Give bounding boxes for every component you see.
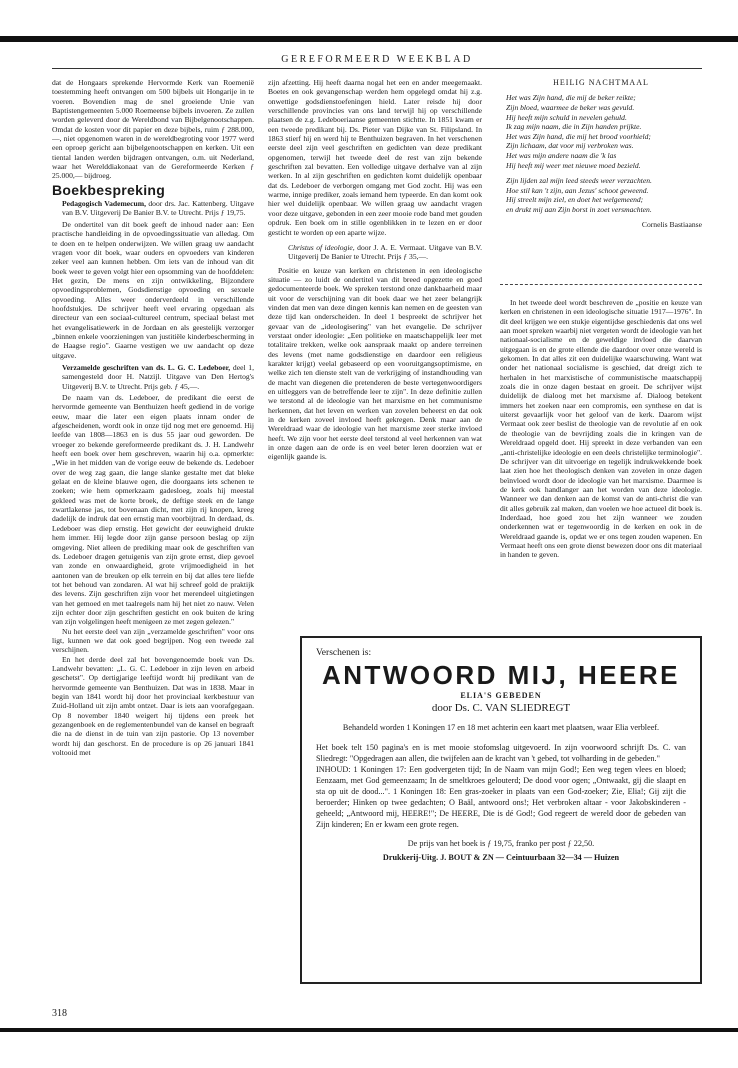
poem-stanza-1 bbox=[500, 93, 702, 170]
book-2-review-a: De naam van ds. Ledeboer, de predikant die eerst de hervormde gemeente van Benthuizen heeft gediend in de vorige eeuw, maar die later een eigen plaats innam onder de afgescheidenen, wordt ook in onze tijd nog met ere genoemd. Hij leefde van 1808—1863 en is dus 55 jaar oud geworden. De vroeger zo bekende gereformeerde predikant ds. J. H. Landwehr heeft een boek over hem geschreven, waarin hij o.a. opmerkte: „Wie in het midden van de vorige eeuw de bekende ds. Ledeboer over de weg zag gaan, die lange slanke gestalte met dat bleke gelaat en de kleine blauwe ogen, die doorgaans iets schenen te zoeken; wie hem opmerkzaam gadesloeg, zoals hij meestal gekleed was met de korte broek, de deftige steek en de lange zwartlakense jas, tot bovenaan dicht, met zijn rij knopen, kreeg dadelijk de indruk dat een ernstig man voorbijtrad. In derdaad, ds. Ledeboer was diep ernstig. Het gewicht der eeuwigheid drukte hem immer. Hij legde door zijn ganse persoon beslag op zijn omgeving. Niet alleen de prediking maar ook de geschriften van ds. Ledeboer dragen getuigenis van zijn grote ernst, diep gevoel van zonde en onwaardigheid, grote vrijmoedigheid in het aantonen van de breuken op elk terrein en bij dat alles tere liefde tot het behoud van zondaren. Al wat hij schreef gold de praktijk des levens. Zijn geschriften zijn voor het merendeel uitgietingen van het gemoed en met taalregels nam hij het niet zo nauw. Velen zijn echter door zijn geschriften gesticht en ook buiten de kring van zijn volgelingen heeft menigeen ze met zegen gelezen." bbox=[52, 393, 254, 627]
book-1-details: door drs. Jac. Kattenberg. Uitgave van B.V. Uitgeverij De Banier B.V. te Utrecht. Prijs ƒ 19,75. bbox=[62, 199, 254, 218]
ad-price: De prijs van het boek is ƒ 19,75, franko per post ƒ 22,50. bbox=[407, 839, 595, 848]
intro-paragraph: dat de Hongaars sprekende Hervormde Kerk van Roemenië toestemming heeft ontvangen om 500 bijbels uit Hongarije in te voeren. Bovendien mag de snel groeiende Unie van Baptistengemeenten 5.000 Roemeense bijbels invoeren. Ze zullen worden geleverd door de Wereldbond van Bijbelgenootschappen. Omdat de kosten voor dit papier en deze bijbels, ruim ƒ 288.000,—, niet opgenomen waren in de wereldbegroting voor 1977 werd een oproep gericht aan bijbelgenootschappen en kerken. Uit een tiental landen werden bijdragen ontvangen, o.m. uit Nederland, waar het Werelddiakonaat van de Gereformeerde Kerken ƒ 25.000,— bijdroeg. bbox=[52, 78, 254, 181]
poem-line: Het was Zijn hand, die mij de beker reikte; bbox=[506, 93, 636, 103]
book-3-review: Positie en keuze van kerken en christenen in een ideologische situatie — zo luidt de ondertitel van dit breed opgezette en goed gedocumenteerde boek. We spreken terstond onze dankbaarheid maar uit voor de verschijning van dit boek daar we het zeer belangrijk vinden dat men van deze dingen kennis kan nemen en de geesten van deze tijd kan onderscheiden. In deel 1 bespreekt de schrijver het gevaar van de „ideologisering" van het evangelie. De schrijver verstaat onder ideologie: „Een politieke en maatschappelijk leer met totalitaire trekken, welke ook aanspraak maakt op andere terreinen des levens (met name godsdienstige en daardoor een religieus karakter krijgt) veelal gebaseerd op een vooruitgangsoptimisme, en welke zich ten dienste stelt van de verkrijging of instandhouding van de macht van diegenen die pretenderen de beste vertegenwoordigers en uitleggers van de betreffende leer te zijn". In deze definitie zullen we terstond al de ideologie van het marxisme en het communisme herkennen, dat het leven en werken van zovelen beheerst en dat ook in de kerken zoveel invloed heeft gekregen. Denk maar aan de Wereldraad waar de ideologie van het marxisme zeer sterke invloed heeft. We zijn voor het eerste deel terstond al veel herkennen van wat in onze dagen aan de orde is en veel beter leren doorzien wat er eigenlijk gaande is. bbox=[268, 265, 482, 462]
poem-block bbox=[500, 78, 702, 283]
ad-verschenen-label: Verschenen is: bbox=[316, 648, 372, 658]
bottom-border-bar bbox=[0, 1028, 738, 1032]
book-3-title: Christus of ideologie, bbox=[288, 242, 355, 252]
book-2-review-continued: zijn afzetting. Hij heeft daarna nogal het een en ander meegemaakt. Boetes en ook gevangenschap werden hem opgelegd omdat hij z.g. onwettige godsdienstoefeningen hield. Later reisde hij door verschillende provincies van ons land terwijl hij op verschillende plaatsen de z.g. Ledeboeriaanse gemeenten stichtte. In 1851 kwam er een tweede predikant bij. Ds. Pieter van Dijke van St. Filipsland. In 1863 stierf hij en werd hij te Benthuizen begraven. In het verschenen eerste deel zijn veel geschriften en gedichten van deze predikant opgenomen, terwijl het tweede deel de rest van zijn bekende geschriften zal bevatten. Een volledige uitgave derhalve van al zijn werken. In al zijn geschriften en gedichten komt duidelijk openbaar dat ds. Ledeboer de verborgen omgang met God zocht. Hij was een warme, innige prediker, zoals iemand hem typeerde. En dan komt ook hier wel duidelijk openbaar. We willen graag uw aandacht vragen voor deze uitgave, gebonden in een zeer mooie rode band met gouden opdruk. Een boek om in stille ogenblikken in te lezen en er door gesticht te worden op een aparte wijze. bbox=[268, 78, 482, 237]
book-1-heading bbox=[52, 199, 254, 218]
ad-book-author: door Ds. C. VAN SLIEDREGT bbox=[431, 702, 571, 714]
header-rule bbox=[52, 68, 702, 69]
top-border-bar bbox=[0, 36, 738, 42]
poem-line: Het was Zijn hand, die mij het brood voorhield; bbox=[506, 131, 651, 141]
section-title-boekbespreking: Boekbespreking bbox=[52, 181, 166, 198]
page-header-title: GEREFORMEERD WEEKBLAD bbox=[281, 54, 473, 65]
poem-line: en drukt mij aan Zijn borst in zoet versmachten. bbox=[506, 204, 652, 214]
book-3-details: door J. A. E. Vermaat. Uitgave van B.V. Uitgeverij De Banier te Utrecht. Prijs ƒ 35,—. bbox=[288, 242, 482, 262]
poem-line: Hij heeft mij weer met nieuwe moed bezield. bbox=[506, 160, 641, 170]
book-2-review-b: Nu het eerste deel van zijn „verzamelde geschriften" voor ons ligt, kunnen we dat ook goed begrijpen. Nog een tweede zal verschijnen. bbox=[52, 626, 254, 655]
book-1-title: Pedagogisch Vademecum, bbox=[62, 199, 146, 209]
ad-body-contents: INHOUD: 1 Koningen 17: Een godvergeten tijd; In de Naam van mijn God!; Een weg tegen vlees en bloed; Eenzaam, met God gemeenzaam; In de smeltkroes gelouterd; De dood voor ogen; „Ontwaakt, gij die slaapt en sta op uit de dood...". 1 Koningen 18: Een gras-zoeker in plaats van een God-zoeker; Zie, Elia!; Gij zijt die beroerder; Hinken op twee gedachten; O Baäl, antwoord ons!; Het verbroken altaar - voor Jakobskinderen - geheeld; „Antwoord mij, HEERE!"; De HEERE, Die is dé God!; God regeert de wereld door de gebeden van Zijn kinderen; En er kwam een grote regen. bbox=[316, 765, 686, 829]
poem-author: Cornelis Bastiaanse bbox=[641, 220, 702, 230]
ad-publisher: Drukkerij-Uitg. J. BOUT & ZN — Ceintuurbaan 32—34 — Huizen bbox=[382, 853, 620, 862]
book-2-heading bbox=[52, 363, 254, 391]
dashed-divider bbox=[500, 284, 702, 286]
poem-line: Hij heeft mijn schuld in nevelen gehuld. bbox=[506, 112, 627, 122]
poem-line: Het was mijn andere naam die 'k las bbox=[506, 150, 617, 160]
book-2-details: deel 1, samengesteld door H. Natzijl. Uitgave van Den Hertog's Uitgeverij B.V. te Utrecht. Prijs geb. ƒ 45,—. bbox=[62, 362, 254, 391]
column-right-review bbox=[500, 298, 702, 628]
poem-line: Zijn lichaam, dat voor mij verbroken was. bbox=[506, 141, 634, 151]
book-2-review-c: En het derde deel zal het bovengenoemde boek van Ds. Landwehr bevatten: „L. G. C. Ledeboer in zijn leven en arbeid geschetst". Op dertigjarige leeftijd wordt hij predikant van de hervormde gemeente van Benthuizen. Dat was in 1838. Maar in begin van 1841 wordt hij door het provinciaal kerkbestuur van Zuid-Holland uit zijn ambt ontzet. Daar is iets aan voorafgegaan. Op 8 november 1840 weigert hij tijdens een preek het gezangenboek en de reglementenbundel van de kansel en begraaft die na de dienst in de tuin van zijn pastorie. Op 13 november wordt hij dan geschorst. En de procedure is op 26 januari 1841 voltooid met bbox=[52, 654, 254, 758]
column-middle bbox=[268, 78, 482, 463]
book-1-review: De ondertitel van dit boek geeft de inhoud nader aan: Een practische handleiding in de opvoedingssituatie van alledag. Om te doen en te helpen onderwijzen. We willen graag uw aandacht vragen voor dit boek, waar ouders en opvoeders van kinderen zeker veel aan kunnen hebben. Om iets van de inhoud van dit boek weer te geven volgt hier een opsomming van de hoofddelen: Het gezin, De mens en zijn ontwikkeling, Bijzondere opvoedingsproblemen, Godsdienstige opvoeding en sexuele opvoeding. Alles weer onderverdeeld in verschillende hoofdstukjes. De schrijver heeft veel ervaring opgedaan als directeur van een sociaal-cultureel centrum, speciaal belast met het evangelisatiewerk in de Jordaan en als geestelijk verzorger „binnen enkele voorzieningen van justitiële kinderbescherming in de Haagse regio". Gaarne vestigen we uw aandacht op deze uitgave. bbox=[52, 219, 254, 360]
ad-book-title: ANTWOORD MIJ, HEERE bbox=[321, 660, 681, 690]
poem-stanza-2 bbox=[500, 176, 702, 214]
book-3-review-continued: In het tweede deel wordt beschreven de „positie en keuze van kerken en christenen in een ideologische situatie 1917—1976". In dit deel krijgen we een stukje eigentijdse geschiedenis dat ons wel aan moet spreken waarbij niet vergeten wordt de ideologie van het nationaal-socialisme en de geweldige invloed die daarvan uitgegaan is en de grote ellende die daardoor over onze wereld is gekomen. In dat alles zit een duidelijke waarschuwing. Want wat onder het nationaal socialisme is geschied, dat dreigt zich te herhalen in het marxistische of communistische maatschappij zoals die in onze dagen bestaat en groeit. De schrijver wijst duidelijk de dialoog met het marxisme af. Dialoog betekent immers het zoeken naar een compromis, een synthese en dat is uiterst gevaarlijk voor het geloof van de kerk. Daarom wijst Vermaat ook zeer beslist de theologie van de revolutie af en ook de theologie van de bevrijding zoals die in kringen van de Wereldraad opgeld doet. Hij spreekt in deze verbanden van een „anti-christelijke ideologie en een deels christelijke terminologie". De schrijver van dit uitvoerige en tegelijk indrukwekkende boek laat zien hoe het theologisch denken van zovelen in onze dagen beïnvloed wordt door de ideologie van het marxisme. Daarmee is de kerk ook handlanger aan het worden van deze ideologie. Wanneer we dan denken aan de komst van de anti-christ die van dit alles gebruik zal maken, dan voelen we hoe actueel dit boek is. Inderdaad, hoe goed zou het zijn wanneer we zouden onderkennen wat er tegenwoordig in de kerken en ook in de Wereldraad gaande is, opdat we er ons tegen zouden wapenen. En Vermaat heeft ons een grote dienst bewezen door ons dit materiaal in handen te geven. bbox=[500, 298, 702, 560]
book-2-title: Verzamelde geschriften van ds. L. G. C. Ledeboer, bbox=[62, 362, 231, 372]
poem-line: Zijn lijden zal mijn leed steeds weer verzachten. bbox=[506, 176, 652, 186]
ad-description: Behandeld worden 1 Koningen 17 en 18 met achterin een kaart met plaatsen, waar Elia verbleef. bbox=[342, 723, 660, 732]
book-3-heading bbox=[288, 243, 482, 262]
column-left bbox=[52, 78, 254, 1013]
page-number: 318 bbox=[52, 1008, 67, 1019]
poem-line: Hoe stil kan 't zijn, aan Jezus' schoot geweend. bbox=[506, 185, 649, 195]
ad-body-foreword: Het boek telt 150 pagina's en is met mooie stofomslag uitgevoerd. In zijn voorwoord schrijft Ds. C. van Sliedregt: "Opgedragen aan allen, die twijfelen aan de kracht van 't gebed, tot volharding in de gebeden." bbox=[316, 743, 686, 763]
ad-book-subtitle: ELIA'S GEBEDEN bbox=[460, 691, 542, 700]
advertisement-box bbox=[300, 636, 702, 984]
poem-line: Ik zag mijn naam, die in Zijn handen prijkte. bbox=[506, 122, 642, 132]
poem-line: Hij streelt mijn ziel, en doet het welgemeend; bbox=[506, 195, 644, 205]
poem-line: Zijn bloed, waarmee de beker was gevuld. bbox=[506, 102, 635, 112]
poem-title: HEILIG NACHTMAAL bbox=[553, 78, 649, 87]
